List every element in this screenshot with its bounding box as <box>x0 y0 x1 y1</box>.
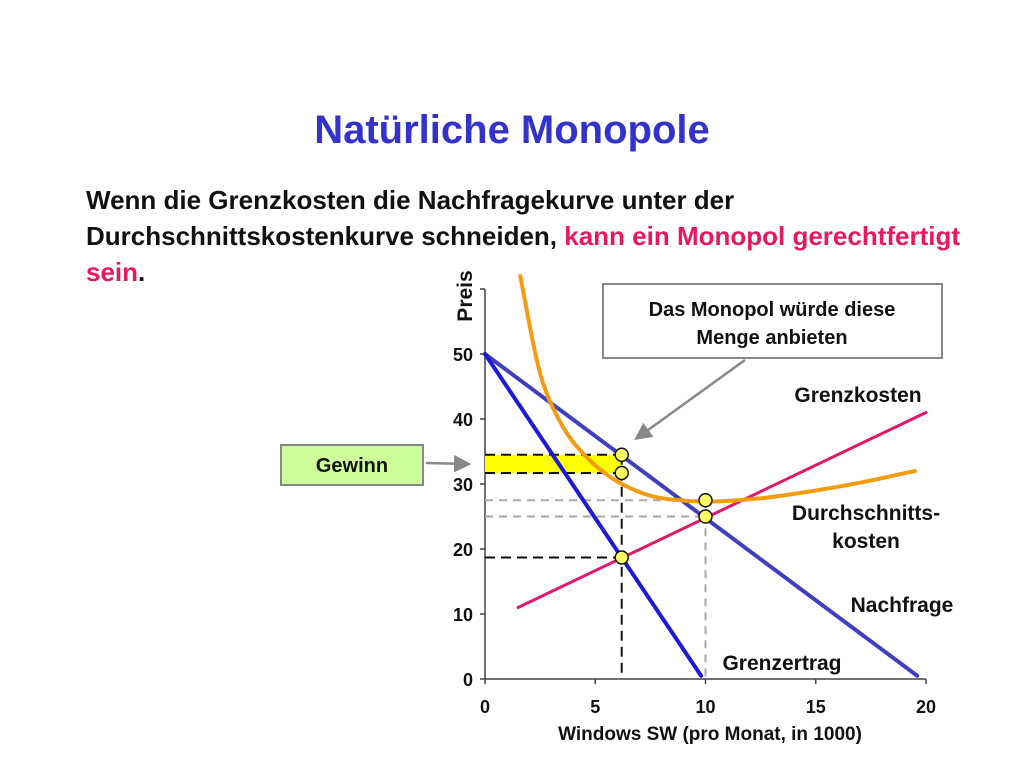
points-layer <box>615 448 712 564</box>
callout-profit-text: Gewinn <box>315 455 389 477</box>
intersection-point <box>699 510 712 523</box>
series-label-durchschnittskosten: Durchschnitts-kosten <box>791 502 941 553</box>
marginal-revenue-line <box>485 354 701 676</box>
x-tick-label: 10 <box>695 697 716 717</box>
x-tick-label: 5 <box>590 697 601 717</box>
x-tick-label: 0 <box>479 697 491 717</box>
body-text-highlight: kann ein Monopol gerechtfertigt sein <box>86 221 961 287</box>
x-tick-label: 15 <box>805 697 826 717</box>
callout-quantity-arrow <box>637 360 745 438</box>
y-tick-label: 50 <box>452 345 473 365</box>
series-label-nachfrage: Nachfrage <box>850 594 954 617</box>
intersection-point <box>699 494 712 507</box>
x-axis-label: Windows SW (pro Monat, in 1000) <box>558 724 862 745</box>
callout-profit-arrow <box>426 463 468 464</box>
callout-quantity-text: Das Monopol würde diese Menge anbieten <box>648 299 896 349</box>
body-text-start: Wenn die Grenzkosten die Nachfragekurve unter der Durchschnittskostenkurve schneiden, <box>86 185 735 251</box>
x-tick-label: 20 <box>915 697 937 717</box>
series-label-grenzertrag: Grenzertrag <box>722 652 842 675</box>
intersection-point <box>615 551 628 564</box>
intersection-point <box>615 466 628 479</box>
body-text-end: . <box>138 257 146 287</box>
y-tick-label: 0 <box>462 670 473 690</box>
y-tick-label: 40 <box>452 410 473 430</box>
callout-profit <box>281 445 468 485</box>
y-tick-label: 10 <box>452 605 473 625</box>
intersection-point <box>615 448 628 461</box>
y-axis-label: Preis <box>454 270 477 322</box>
y-tick-label: 30 <box>452 475 473 495</box>
slide-title: Natürliche Monopole <box>314 108 710 152</box>
y-tick-label: 20 <box>452 540 473 560</box>
series-label-grenzkosten: Grenzkosten <box>794 384 922 407</box>
guide-lines-layer <box>485 455 706 679</box>
callout-quantity <box>603 284 942 438</box>
